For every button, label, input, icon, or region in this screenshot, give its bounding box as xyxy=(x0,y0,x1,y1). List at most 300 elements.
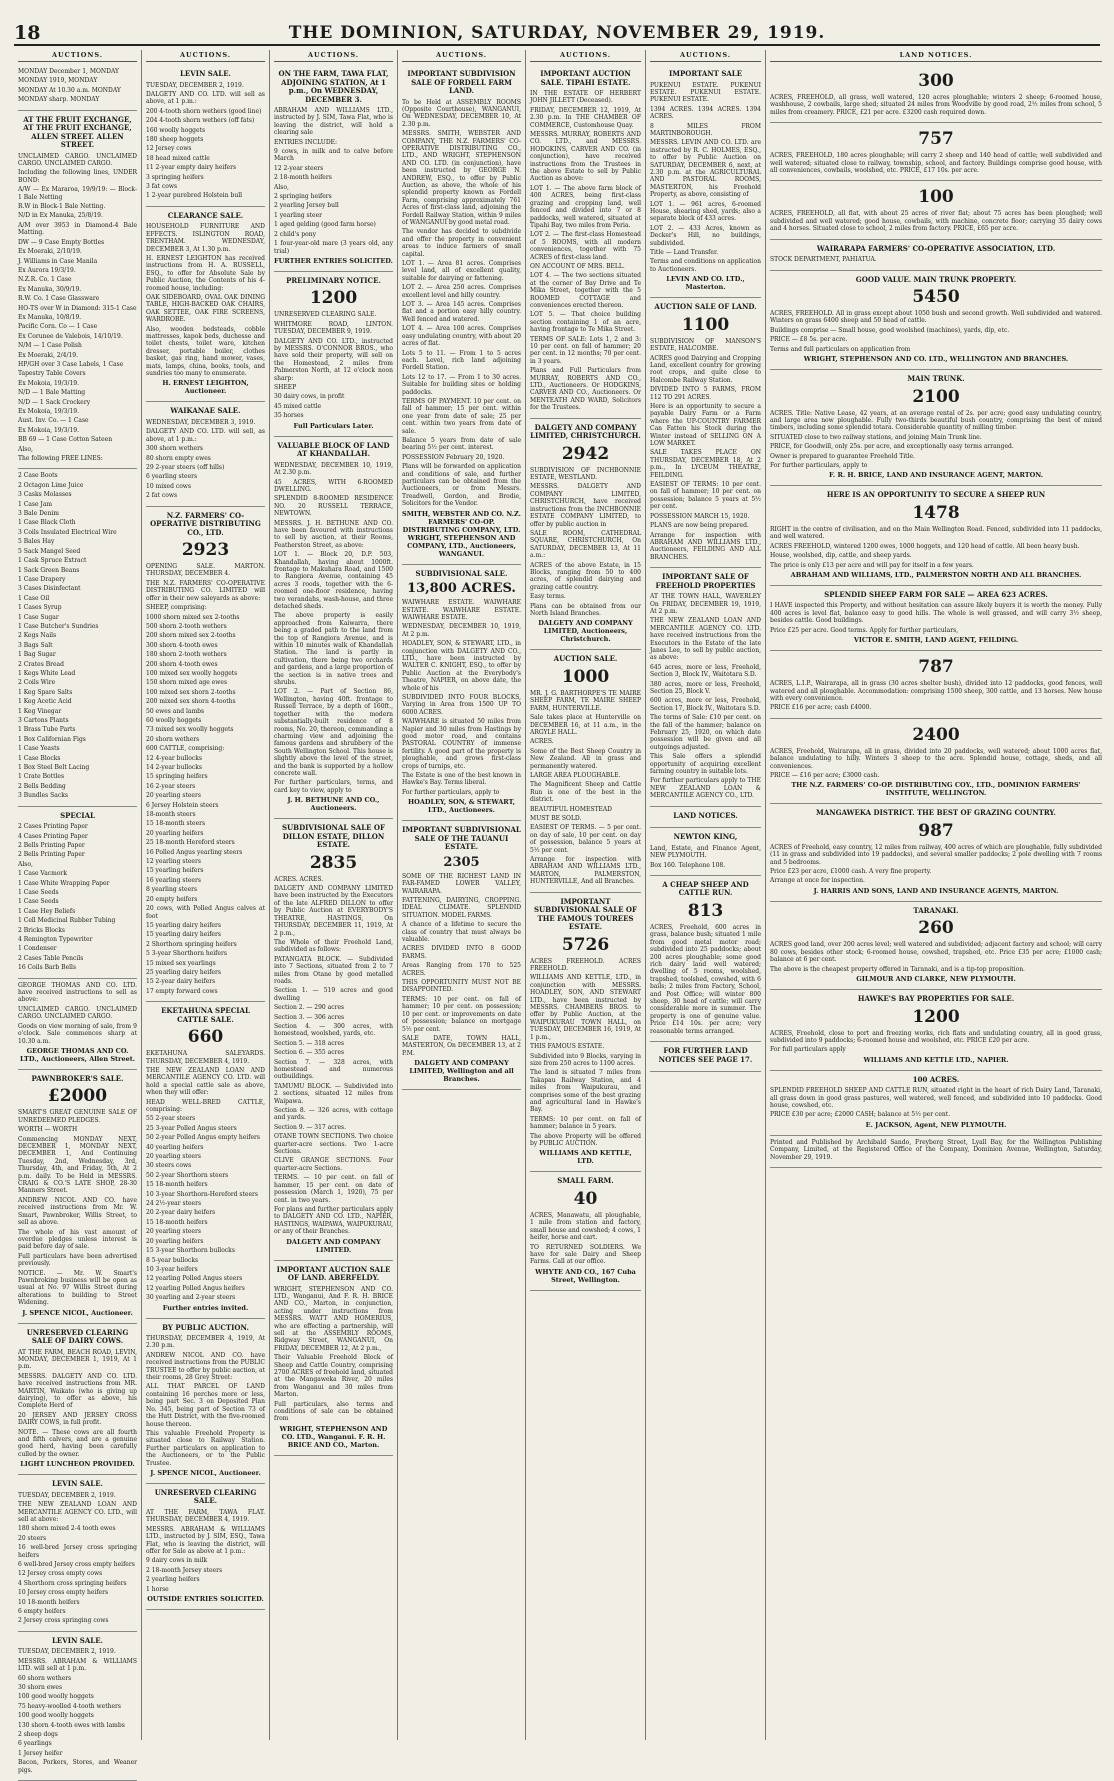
ad-display-number: 2942 xyxy=(561,443,610,464)
ad-text: 1 Bag Sugar xyxy=(18,651,56,659)
ad-text: Balance 5 years from date of sale bearing 5½ per cent. interest. xyxy=(402,436,521,452)
ad-signature: J. H. BETHUNE AND CO., Auctioneers. xyxy=(287,796,380,813)
ad-text: AT THE FARM, BEACH ROAD, LEVIN, MONDAY, DECEMBER 1, 1919, At 1 p.m. xyxy=(18,1348,137,1371)
ad-text: 15 18-month steers xyxy=(146,820,206,828)
ad-text: 1 Condenser xyxy=(18,945,57,953)
ad-text: LOT 2. — The first-class Homestead of 5 ROOMS, with all modern conveniences, together with 75 ACRES of first-class land. xyxy=(530,231,641,261)
ad-text: 30 yearling and 2-year steers xyxy=(146,1294,236,1302)
ad-text: 1 Cask Spruce Extract xyxy=(18,557,87,565)
ad-text: For further particulars apply to THE NEW ZEALAND LOAN & MERCANTILE AGENCY CO., LTD. xyxy=(650,777,761,800)
ad-title: SUBDIVISIONAL SALE OF DILLON ESTATE, DILLON ESTATE. xyxy=(282,823,385,850)
ad-text: 60 woolly hoggets xyxy=(146,716,202,724)
advertisement xyxy=(18,1324,137,1476)
ad-text: ACRES, Freehold, Wairarapa, all in grass, divided into 20 paddocks, well watered; about 1000 acres flat, balance undulating to hilly. Winters 3 sheep to the acre. Splendid house, cottage, sheds, and all conveniences. xyxy=(770,747,1102,770)
advertisement xyxy=(770,123,1102,181)
ad-text: 8 5-year bullocks xyxy=(146,1256,199,1264)
ad-text: EASIEST OF TERMS: 10 per cent. on fall of hammer; 10 per cent. on possession; balance 5 years at 5½ per cent. xyxy=(650,481,761,511)
advertisement xyxy=(770,1136,1102,1168)
ad-display-number: 5450 xyxy=(912,287,960,308)
ad-text: 25 18-month Hereford steers xyxy=(146,839,235,847)
ad-text: 150 shorn mixed age ewes xyxy=(146,679,228,687)
ad-signature: WILLIAMS AND KETTLE LTD., NAPIER. xyxy=(863,1055,1009,1064)
ad-text: ACRES FREEHOLD, wintered 1200 ewes, 1000 hoggets, and 120 head of cattle. All been heavy bush. xyxy=(770,542,1080,550)
ad-text: 2 Shorthorn springing heifers xyxy=(146,940,237,948)
ad-title: CLEARANCE SALE. xyxy=(167,210,244,220)
ad-text: 10 mixed cows xyxy=(146,482,192,490)
ad-text: 5 Sack Mangel Seed xyxy=(18,547,81,555)
ad-text: 645 acres, more or less, Freehold, Section 3, Block IV., Waitotara S.D. xyxy=(650,663,761,679)
ad-text: 15 18-month heifers xyxy=(146,1181,208,1189)
ad-text: MESSRS. J. H. BETHUNE AND CO. have been favoured with instructions to sell by auction, at their Rooms, Featherston Street, as above: xyxy=(274,519,393,549)
ad-text: 1 four-year-old mare (3 years old, any trial) xyxy=(274,240,393,255)
ad-text: 20 cows, with Polled Angus calves at foot xyxy=(146,905,265,920)
ad-text: 2 yearling Jersey bull xyxy=(274,202,339,210)
advertisement xyxy=(146,402,265,506)
ad-text: Also, xyxy=(18,445,33,453)
ad-text: ACRES, FREEHOLD, 180 acres ploughable; will carry 2 sheep and 140 head of cattle; well subdivided and well watered; situated close to railway, township, school, and factory. Buildings comprise good house, with all conveniences, cowbails, woolshed, etc. PRICE, £17 10s. per acre. xyxy=(770,152,1102,175)
ad-text: Buildings comprise — Small house, good woolshed (machines), yards, dip, etc. xyxy=(770,326,1010,334)
ad-text: 2 Bricks Blocks xyxy=(18,926,65,934)
ad-text: 200 4-tooth shorn wethers (good line) xyxy=(146,107,262,115)
ad-text: 16 Polled Angus yearling steers xyxy=(146,848,243,856)
ad-text: LOT 4. — The two sections situated at the corner of Bay Drive and Te Mika Street, together with the 5 ROOMED COTTAGE and conveniences erected thereon. xyxy=(530,272,641,309)
ad-title: EKETAHUNA SPECIAL CATTLE SALE. xyxy=(161,1006,250,1024)
ad-text: 25 yearling dairy heifers xyxy=(146,968,221,976)
advertisement xyxy=(274,272,393,437)
ad-text: PUKENUI ESTATE. PUKENUI ESTATE. PUKENUI ESTATE. PUKENUI ESTATE. xyxy=(650,81,761,104)
ad-text: ACRES. Title: Native Lease, 42 years, at an average rental of 2s. per acre; good easy undulating country, and large area now ploughable. Fully two-thirds beautiful bush country, comprising the best of mixed timbers, including some splendid totara. Considerable quantity of milling timber. xyxy=(770,409,1102,432)
ad-text: 2 Bells Printing Paper xyxy=(18,851,85,859)
ad-text: MONDAY 1919, MONDAY xyxy=(18,77,98,85)
ad-text: SOME OF THE RICHEST LAND IN FAR-FAMED LOWER VALLEY, WAIRARAPA. xyxy=(402,872,521,895)
advertisement xyxy=(650,568,761,807)
ad-text: The vendor has decided to subdivide and offer the property in convenient areas to induce farmers of small capital. xyxy=(402,228,521,258)
ad-text: OAK SIDEBOARD, OVAL OAK DINING TABLE, HIGH-BACKED OAK CHAIRS, OAK SETTEE, OAK FIRE SCREENS, WARDROBE. xyxy=(146,293,265,324)
ad-text: POSSESSION MARCH 15, 1920. xyxy=(650,512,750,520)
ad-text: MESSRS. SMITH, WEBSTER AND COMPANY, THE N.Z. FARMERS' CO-OPERATIVE DISTRIBUTING CO., LTD., AND WRIGHT, STEPHENSON AND CO. LTD. (in conjunction), have been instructed by GEORGE N. ANDREW, ESQ., to offer by Public Auction, as above, the whole of his splendid property known as Fordell Farm, comprising approximately 761 Acres of first-class land, adjoining the Fordell Railway Station, within 9 miles of WANGANUI by good metal road. xyxy=(402,130,521,226)
ad-title: MAIN TRUNK. xyxy=(907,374,965,384)
ad-text: The above is the cheapest property offered in Taranaki, and is a tip-top proposition. xyxy=(770,965,1025,973)
ad-text: SUBDIVISION OF MANSON'S ESTATE, HALCOMBE. xyxy=(650,337,761,353)
ad-text: 55 2-year steers xyxy=(146,1115,196,1123)
columns-container xyxy=(14,50,1106,1774)
ad-text: Ex Mokoia, 19/3/19. xyxy=(18,426,80,434)
ad-text: ANDREW NICOL AND CO. have received instructions from the PUBLIC TRUSTEE to offer by public auction, at their rooms, 28 Grey Street: xyxy=(146,1351,265,1382)
ad-text: 2 Bells Printing Paper xyxy=(18,841,85,849)
ad-text: EKETAHUNA SALEYARDS. THURSDAY, DECEMBER 4, 1919. xyxy=(146,1050,265,1065)
ad-text: The following FREE LINES: xyxy=(18,455,103,463)
ad-text: 75 heavy-woolled 4-tooth wethers xyxy=(18,1702,121,1710)
ad-text: Pacific Corn. Co — 1 Case xyxy=(18,323,98,331)
ad-text: 12 2-year steers xyxy=(274,164,324,172)
ad-text: LOT 3. — Area 145 acres. Comprises flat and a portion easy hilly country. Well fenced and watered. xyxy=(402,301,521,323)
ad-text: Arrange at once for inspection. xyxy=(770,877,865,885)
ad-text: 15 2-year dairy heifers xyxy=(146,978,216,986)
ad-text: LOT 2. — Area 250 acres. Comprises excellent level and hilly country. xyxy=(402,284,521,299)
ad-text: LOT 1. — Area 81 acres. Comprises level land, all of excellent quality, suitable for dairying or fattening. xyxy=(402,260,521,282)
ad-title: ON THE FARM, TAWA FLAT, ADJOINING STATION, At 1 p.m., On WEDNESDAY, DECEMBER 3. xyxy=(278,69,389,104)
ad-text: TERMS. — 10 per cent. on fall of hammer, 15 per cent. on date of possession (March 1, 1920), 75 per cent. in two years. xyxy=(274,1174,393,1204)
ad-text: MONDAY sharp. MONDAY xyxy=(18,96,100,104)
page-number: 18 xyxy=(14,22,41,44)
advertisement xyxy=(530,893,641,1173)
ad-text: 180 shorn mixed 2-4 tooth ewes xyxy=(18,1525,116,1533)
ad-text: For plans and further particulars apply to DALGETY AND CO. LTD., NAPIER, HASTINGS, WAIPAWA, WAIPUKURAU, or any of their Branches. xyxy=(274,1205,393,1236)
ad-text: 20 yearling heifers xyxy=(146,829,204,837)
ad-text: Box 160. Telephone 108. xyxy=(650,861,726,869)
ad-text: ACRES, L.I.P., Wairarapa, all in grass (30 acres shelter bush), divided into 12 paddocks, good fences, well watered and all ploughable. Accommodation: comprising 1500 sheep, 300 cattle, and 13 horses. New house with every convenience. xyxy=(770,680,1102,702)
ad-title: IMPORTANT AUCTION SALE OF LAND. ABERFELDY. xyxy=(276,1264,391,1283)
ad-text: OPENING SALE. MARTON. THURSDAY, DECEMBER 4. xyxy=(146,563,265,578)
ad-text: LOT 5. — That choice building section containing 1 of an acre, having frontage to Te Mika Street. xyxy=(530,311,641,334)
ad-text: WAIWHARE ESTATE. WAIWHARE ESTATE. WAIWHARE ESTATE. WAIWHARE ESTATE. xyxy=(402,599,521,621)
ad-display-number: 300 xyxy=(918,71,954,91)
ad-title: WAIRARAPA FARMERS' CO-OPERATIVE ASSOCIATION, LTD. xyxy=(816,243,1056,253)
ad-text: 600 CATTLE, comprising: xyxy=(146,745,225,753)
ad-text: PRICE — £8 5s. per acre. xyxy=(770,336,848,344)
ad-text: Here is an opportunity to secure a payable Dairy Farm or a Farm where the UP-COUNTRY FARMER Can Fatten his Stock during the Winter instead of SELLING ON A LOW MARKET. xyxy=(650,403,761,448)
ad-text: Section 8. — 326 acres, with cottage and yards. xyxy=(274,1107,393,1122)
ad-text: SALE ROOM, CATHEDRAL SQUARE, CHRISTCHURCH, On SATURDAY, DECEMBER 13, At 11 a.m.: xyxy=(530,529,641,560)
ad-text: 1 2-year purebred Holstein bull xyxy=(146,192,243,200)
advertisement xyxy=(650,828,761,876)
ad-text: AT THE FARM, TAWA FLAT. THURSDAY, DECEMBER 4, 1919. xyxy=(146,1508,265,1524)
ad-text: 1 Case Vacmork xyxy=(18,870,67,878)
ad-text: The Whole of their Freehold Land, subdivided as follows: xyxy=(274,938,393,954)
ad-text: SHEEP, comprising: xyxy=(146,604,207,612)
ad-text: 2 sheep dogs xyxy=(18,1731,58,1738)
ad-text: 5 3-year Shorthorn heifers xyxy=(146,950,227,958)
ad-text: 8 yearling steers xyxy=(146,886,198,894)
ad-title: LEVIN SALE. xyxy=(180,69,231,78)
ad-text: 1 Case Seeds xyxy=(18,889,59,896)
ad-text: The above property is easily approached from Kaiwarra, there being a graded path to the land from the top of Rangiora Avenue, and is within 10 minutes walk of Khandallah Station. The land is partly in cultivation, there being two orchards and gardens, and a large proportion of the section is in native trees and shrubs. xyxy=(274,612,393,687)
ad-text: STOCK DEPARTMENT, PAHIATUA. xyxy=(770,256,877,264)
ad-text: ACRES good land, over 200 acres level; well watered and subdivided; adjacent factory and school; will carry 80 cows, besides other stock; 6-roomed house, cowshed, trapshed, etc. Price £35 per acre; £1000 cash; balance at 6 per cent. xyxy=(770,941,1102,964)
ad-text: Including the following lines, UNDER BOND: xyxy=(18,169,137,184)
ad-text: 1 Case Hey Beliefs xyxy=(18,907,76,915)
ad-title: VALUABLE BLOCK OF LAND AT KHANDALLAH. xyxy=(277,440,390,459)
ad-text: 50 ewes and lambs xyxy=(146,707,205,715)
ad-display-number: 2100 xyxy=(912,386,960,407)
ad-text: 10 3-year Shorthorn-Hereford steers xyxy=(146,1190,258,1198)
ad-signature: LIGHT LUNCHEON PROVIDED. xyxy=(20,1460,135,1469)
ad-text: Bacon, Porkers, Stores, and Weaner pigs. xyxy=(18,1759,137,1774)
ad-text: 1 Cases Syrup xyxy=(18,604,62,612)
ad-display-number: 5726 xyxy=(561,934,610,955)
advertisement xyxy=(146,207,265,403)
ad-title: BY PUBLIC AUCTION. xyxy=(162,1322,249,1332)
ad-text: SUBDIVIDED INTO FOUR BLOCKS, Varying in Area from 1500 UP TO 6000 ACRES. xyxy=(402,694,521,716)
ad-text: 30 shorn ewes xyxy=(18,1683,63,1691)
ad-text: 1 Case Jam xyxy=(18,500,53,508)
ad-text: 20 JERSEY AND JERSEY CROSS DAIRY COWS, in full profit. xyxy=(18,1411,137,1427)
ad-display-number: 987 xyxy=(918,820,954,841)
ad-text: 1 Box Californian Figs xyxy=(18,735,86,743)
ad-text: SALE DATE, TOWN HALL, MASTERTON, On DECEMBER 13, at 2 P.M. xyxy=(402,1034,521,1057)
advertisement xyxy=(770,370,1102,486)
ad-text: MONDAY December 1, MONDAY xyxy=(18,68,120,75)
ad-text: 16 2-year steers xyxy=(146,782,196,790)
ad-title: DALGETY AND COMPANY LIMITED, CHRISTCHURCH. xyxy=(530,422,641,441)
ad-text: Ex Aurora 19/3/19. xyxy=(18,266,76,274)
ad-text: 1 horse xyxy=(146,1585,169,1593)
ad-text: Ex Manuka, 30/9/19. xyxy=(18,285,82,293)
ad-title: SPLENDID SHEEP FARM FOR SALE — AREA 623 ACRES. xyxy=(824,589,1048,599)
ad-signature: FURTHER ENTRIES SOLICITED. xyxy=(274,256,393,265)
ad-text: 10 18-month heifers xyxy=(18,1598,80,1606)
ad-text: 180 shorn 2-tooth wethers xyxy=(146,651,227,659)
ad-text: HP/GH over 3 Case Labels, 1 Case xyxy=(18,360,124,368)
ad-text: 4 Cases Printing Paper xyxy=(18,832,88,840)
ad-text: 15 mixed sex yearlings xyxy=(146,959,216,967)
ad-text: 30 dairy cows, in profit xyxy=(274,393,345,401)
ad-text: 2 Case Boots xyxy=(18,472,58,480)
ad-text: 20 2-year dairy heifers xyxy=(146,1209,216,1217)
ad-text: ACRES of Freehold, easy country, 12 miles from railway, 400 acres of which are ploughable, fully subdivided (11 in grass and subdivided into 19 paddocks), and several smaller paddocks; 2 pole dwelling with 7 rooms and 5 bedrooms. xyxy=(770,843,1102,866)
ad-text: DALGETY AND CO. LTD., instructed by MESSRS. O'CONNOR BROS., who have sold their property, will sell on the Homestead, 2 miles from Palmerston North, at 12 o'clock noon sharp: xyxy=(274,337,393,382)
ad-text: 200 mixed sex shorn 4-tooths xyxy=(146,698,236,706)
ad-title: PRELIMINARY NOTICE. xyxy=(286,275,381,285)
ad-title: IMPORTANT SUBDIVISIONAL SALE OF THE TAUANUI ESTATE. xyxy=(402,825,521,852)
ad-text: SHEEP xyxy=(274,384,297,392)
ad-signature: Full Particulars Later. xyxy=(293,421,374,430)
ad-text: 17 empty forward cows xyxy=(146,987,218,995)
advertisement xyxy=(402,821,521,1090)
ad-text: 1 Case Sugar xyxy=(18,613,59,621)
ad-text: A chance of a lifetime to secure the class of country that must always be valuable. xyxy=(402,921,521,944)
ad-signature: OUTSIDE ENTRIES SOLICITED. xyxy=(147,1595,264,1603)
ad-display-figure: 13,800 ACRES. xyxy=(407,581,516,597)
ad-text: FRIDAY, DECEMBER 12, 1919, At 2.30 p.m. In THE CHAMBER OF COMMERCE, Customhouse Quay. xyxy=(530,106,641,129)
ad-text: The Magnificent Sheep and Cattle Run is one of the best in the district. xyxy=(530,781,641,804)
ad-text: MESSRS. DALGETY AND CO. LTD. have received instructions from MR. MARTIN, Waikato (who is giving up dairying), to offer as above, his Complete Herd of xyxy=(18,1372,137,1410)
ad-text: NOTE. — These cows are all fourth and fifth calvers, and are a genuine good herd, having been carefully culled by the owner. xyxy=(18,1428,137,1458)
ad-text: BEAUTIFUL HOMESTEAD xyxy=(530,805,612,813)
ad-text: 2 Cases Table Pencils xyxy=(18,954,84,962)
ad-text: 24 2½-year steers xyxy=(146,1200,202,1208)
ad-text: 2 Bells Bedding xyxy=(18,782,66,790)
ad-display-figure: 2305 xyxy=(443,854,480,870)
advertisement xyxy=(146,1484,265,1610)
ad-signature: F. R. H. BRICE, LAND AND INSURANCE AGENT, MARTON. xyxy=(828,471,1044,480)
ad-text: 15 3-year Shorthorn bullocks xyxy=(146,1247,235,1255)
ad-signature: DALGETY AND COMPANY LIMITED. xyxy=(286,1237,381,1254)
ad-text: 50 2-year Polled Angus empty heifers xyxy=(146,1134,260,1142)
ad-signature: DALGETY AND COMPANY LIMITED, Auctioneers, Christchurch. xyxy=(538,619,633,644)
ad-text: 100 good woolly hoggets xyxy=(18,1693,94,1701)
ad-signature: VICTOR E. SMITH, LAND AGENT, FEILDING. xyxy=(853,636,1019,645)
ad-text: N/D — 1 Bale Matting xyxy=(18,389,86,397)
ad-text: WEDNESDAY, DECEMBER 3, 1919. xyxy=(146,418,256,426)
ad-text: Lots 12 to 17. — From 1 to 30 acres. Suitable for building sites or holding paddocks. xyxy=(402,373,521,396)
ad-text: MESSRS. LEVIN AND CO. LTD. are instructed by R. C. HOLMES, ESQ., to offer by Public Auction on SATURDAY, DECEMBER 6, next, at 2.30 p.m. at the AGRICULTURAL AND PASTORAL ROOMS, MASTERTON, his Freehold Property, as above, consisting of xyxy=(650,139,761,199)
ad-text: 20 steers xyxy=(18,1534,47,1542)
ad-text: Plans can be obtained from our North Island Branches. xyxy=(530,602,641,617)
ad-display-number: £2000 xyxy=(47,1086,108,1107)
ad-signature: Further entries invited. xyxy=(162,1303,249,1312)
ad-text: Easy terms. xyxy=(530,593,566,601)
ad-text: 2 Kegs Nails xyxy=(18,632,57,640)
ad-text: House, woolshed, dip, cattle, and sheep yards. xyxy=(770,552,912,560)
ad-text: 8 MILES FROM MARTINBOROUGH. xyxy=(650,122,761,137)
ad-text: 20 yearling steers xyxy=(146,792,201,800)
ad-text: WRIGHT, STEPHENSON AND CO. LTD., Wanganui, And F. R. H. BRICE AND CO., Marton, in conjunction, acting under instructions from MESSRS. WATT AND HOMERIUS, who are effecting a partnership, will sell at the ASSEMBLY ROOMS, Ridgway Street, WANGANUI, On FRIDAY, DECEMBER 12, At 2 p.m., xyxy=(274,1285,393,1352)
ad-title: HAWKE'S BAY PROPERTIES FOR SALE. xyxy=(857,994,1015,1003)
ad-text: RIGHT in the centre of civilisation, and on the Main Wellington Road. Fenced, subdivided into 11 paddocks, and well watered. xyxy=(770,525,1102,541)
advertisement xyxy=(770,271,1102,371)
ad-text: ACRES, FREEHOLD, all flat, with about 25 acres of river flat; about 75 acres has been ploughed; well subdivided and well watered; good house, cowbails, with machine, concrete floor; carrying 35 dairy cows and 4 horses. Situated close to school, 2 miles from factory. PRICE, £65 per acre. xyxy=(770,210,1102,233)
ad-signature: HOADLEY, SON, & STEWART, LTD., Auctioneers. xyxy=(408,798,515,815)
ad-title: NEWTON KING, xyxy=(673,832,738,842)
ad-text: SUBDIVISION OF INCHBONNIE ESTATE, WESTLAND. xyxy=(530,466,641,482)
ad-display-number: 1100 xyxy=(681,314,730,335)
advertisement xyxy=(770,1071,1102,1136)
ad-text: LOT 1. — The above farm block of 400 ACRES, being first-class grazing and cropping land, well fenced and divided into 7 or 8 paddocks, well watered, situated at Tipahi Bay, two miles from Peria. xyxy=(530,184,641,229)
ad-title: N.Z. FARMERS' CO-OPERATIVE DISTRIBUTING CO., LTD. xyxy=(150,510,261,537)
ad-text: POSSESSION February 20, 1920. xyxy=(402,453,505,461)
ad-text: Section 7. — 328 acres, with homestead and numerous outbuildings. xyxy=(274,1058,393,1081)
ad-text: 2 Cases Printing Paper xyxy=(18,823,88,831)
advertisement xyxy=(18,1632,137,1781)
ad-text: 2 springing heifers xyxy=(274,193,332,201)
ad-text: 2 yearling heifers xyxy=(146,1576,200,1584)
ad-text: J. Williams in Case Manila xyxy=(18,257,98,265)
ad-display-number: 2835 xyxy=(309,852,358,873)
ad-text: N/D — 1 Sack Crockery xyxy=(18,398,91,406)
ad-display-number: 1200 xyxy=(309,288,358,309)
ad-text: IN THE ESTATE OF HERBERT JOHN JILLETT (Deceased). xyxy=(530,90,641,105)
ad-text: 100 good woolly hoggets xyxy=(18,1712,94,1720)
ad-text: LARGE AREA PLOUGHABLE. xyxy=(530,771,621,779)
ad-text: 16 yearling steers xyxy=(146,876,201,884)
ad-text: 1 Case Drapery xyxy=(18,575,66,583)
ad-text: 1 aged gelding (good farm horse) xyxy=(274,221,376,229)
ad-signature: E. JACKSON, Agent, NEW PLYMOUTH. xyxy=(865,1120,1007,1129)
ad-text: SITUATED close to two railway stations, and joining Main Trunk line. xyxy=(770,433,982,441)
ad-text: Also, wooden bedsteads, cobble mattresses, kapok beds, duchesse and toilet chests, toilet ware, kitchen dresser, portable boiler, clothes basket, gas ring, hand mower, vases, mats, lamps, china, books, tools, and sundries too many to enumerate. xyxy=(146,325,265,377)
ad-text: WHITMORE ROAD, LINTON. TUESDAY, DECEMBER 9, 1919. xyxy=(274,320,393,336)
ad-text: Sale takes place at Hunterville on DECEMBER 16, at 11 a.m., in the ARGYLE HALL. xyxy=(530,714,641,736)
advertisement xyxy=(650,298,761,568)
ad-text: 1 Box Steel Belt Lacing xyxy=(18,764,90,772)
ad-text: 73 mixed sex woolly hoggets xyxy=(146,726,234,734)
ad-text: HEAD WELL-BRED CATTLE, comprising: xyxy=(146,1098,265,1113)
ad-title: GOOD VALUE. MAIN TRUNK PROPERTY. xyxy=(855,274,1017,284)
ad-title: FOR FURTHER LAND NOTICES SEE PAGE 17. xyxy=(658,1046,753,1064)
ad-text: 1000 shorn mixed sex 2-tooths xyxy=(146,613,240,621)
advertisement xyxy=(402,565,521,822)
ad-text: GEORGE THOMAS AND CO. LTD. have received instructions to sell as above: xyxy=(18,981,137,1004)
advertisement xyxy=(274,437,393,819)
ad-text: 18-month steers xyxy=(146,811,196,819)
advertisement xyxy=(18,65,137,111)
advertisement xyxy=(770,990,1102,1071)
ad-text: THIS FAMOUS ESTATE. xyxy=(530,1043,605,1051)
ad-text: PRICE £16 per acre; cash £4000. xyxy=(770,704,872,712)
ad-text: 600 acres, more or less, Freehold, Section 17, Block IV., Waitotara S.D. xyxy=(650,697,761,712)
ad-text: 14 2-year bullocks xyxy=(146,764,202,771)
ad-text: TUESDAY, DECEMBER 2, 1919. xyxy=(18,1491,116,1499)
ad-title: HERE IS AN OPPORTUNITY TO SECURE A SHEEP RUN xyxy=(826,490,1046,500)
ad-text: 20 empty heifers xyxy=(146,895,198,903)
advertisement xyxy=(650,876,761,1042)
ad-text: 3 Casks Molasses xyxy=(18,491,72,499)
ad-text: ACRES, Freehold, 600 acres in grass, balance bush; situated 1 mile from good metal motor road; subdivided into 25 paddocks; about 200 acres ploughable; some good rich dairy land well watered; dwelling of 5 rooms, woolshed, trapshed, toolshed, cowshed, with 6 bails; 2 miles from Factory, School, and Post Office; will winter 800 sheep, 30 head of cattle; will carry considerable more in summer. The property is one of genuine value. Price £14 10s. per acre; very reasonable terms arranged. xyxy=(650,923,761,1035)
ad-text: 10 3-year heifers xyxy=(146,1265,198,1273)
advertisement xyxy=(770,651,1102,719)
ad-text: 29 2-year steers (off hills) xyxy=(146,463,225,471)
ad-text: 200 shorn 4-tooth ewes xyxy=(146,660,218,668)
ad-text: Aust. Inv. Co. — 1 Case xyxy=(18,417,89,425)
ad-signature: J. SPENCE NICOL, Auctioneer. xyxy=(150,1468,261,1477)
ad-text: TUESDAY, DECEMBER 2, 1919. xyxy=(146,81,244,89)
ad-text: 1 Case Butcher's Sundries xyxy=(18,622,99,630)
ad-text: ACRES FREEHOLD. ACRES FREEHOLD. xyxy=(530,957,641,973)
ad-text: MESSRS. ABRAHAM & WILLIAMS LTD., instructed by J. SIM, ESQ., Tawa Flat, who is leaving the district, will offer for Sale as above at 1 p.m.: xyxy=(146,1525,265,1555)
ad-text: PRICE £30 per acre; £2000 CASH; balance at 5½ per cent. xyxy=(770,1111,951,1119)
ad-title: SPECIAL xyxy=(60,810,95,820)
ad-text: 204 4-tooth shorn wethers (off fats) xyxy=(146,117,255,125)
ad-text: SMART'S GREAT GENUINE SALE OF UNREDEEMED PLEDGES. xyxy=(18,1109,137,1124)
ad-text: THURSDAY, DECEMBER 4, 1919, At 2.30 p.m. xyxy=(146,1335,265,1350)
ad-text: AT THE TOWN HALL, WAVERLEY On FRIDAY, DECEMBER 19, 1919, At 2 p.m. xyxy=(650,593,761,615)
ad-text: TERMS: 10 per cent. on fall of hammer; balance in 5 years. xyxy=(530,1115,641,1131)
ad-text: Ex Mokoia, 19/3/19. xyxy=(18,408,80,415)
ad-text: 1 Keg Acetic Acid xyxy=(18,698,72,706)
ad-signature: THE N.Z. FARMERS' CO-OP. DISTRIBUTING COY., LTD., DOMINION FARMERS' INSTITUTE, WELLINGTON. xyxy=(791,781,1081,798)
ad-text: This valuable Freehold Property is situated close to Railway Station. Further particulars on application to the Auctioneers, or to the Public Trustee. xyxy=(146,1429,265,1467)
advertisement xyxy=(274,1261,393,1456)
column-6 xyxy=(646,50,766,1740)
ad-text: THE NEW ZEALAND LOAN AND MERCANTILE AGENCY CO. LTD. will hold a special cattle sale as above, when they will offer: xyxy=(146,1066,265,1097)
ad-text: 6 yearlings xyxy=(18,1740,52,1748)
advertisement xyxy=(18,469,137,806)
column-7 xyxy=(766,50,1106,1740)
ad-text: ACRES DIVIDED INTO 8 GOOD FARMS. xyxy=(402,945,521,960)
ad-text: ON ACCOUNT OF MRS. BELL. xyxy=(530,262,625,270)
ad-text: 300 shorn wethers xyxy=(146,445,204,453)
ad-text: The price is only £13 per acre and will pay for itself in a few years. xyxy=(770,561,974,569)
ad-text: 1 Case Black Cloth xyxy=(18,519,76,527)
ad-text: Full particulars have been advertised previously. xyxy=(18,1252,137,1268)
ad-text: HOADLEY, SON, & STEWART, LTD., in conjunction with DALGETY AND CO., LTD., have been instructed by WALTER C. KNIGHT, ESQ., to offer by Public Auction at the Everybody's Theatre, NAPIER, on above date, the whole of his xyxy=(402,640,521,692)
ad-text: 3 Cartons Plants xyxy=(18,717,69,724)
ad-text: To be Held at ASSEMBLY ROOMS (Opposite Courthouse), WANGANUI, On WEDNESDAY, DECEMBER 10, At 2.30 p.m. xyxy=(402,98,521,128)
ad-text: 380 acres, more or less, Freehold, Section 25, Block V. xyxy=(650,680,761,695)
ad-text: Section 5. — 318 acres xyxy=(274,1039,345,1047)
ad-text: 30 steers cows xyxy=(146,1162,192,1170)
ad-text: 1 Case White Wrapping Paper xyxy=(18,879,110,887)
ad-text: MESSRS. DALGETY AND COMPANY LIMITED, CHRISTCHURCH, have received instructions from the INCHBONNIE ESTATE COMPANY LIMITED, to offer by public auction in xyxy=(530,483,641,528)
ad-text: 20 yearling steers xyxy=(146,1153,201,1161)
ad-text: Ex Mokoia, 19/3/19. xyxy=(18,379,80,387)
ad-text: Section 9. — 317 acres. xyxy=(274,1123,346,1131)
ad-text: This Sale offers a splendid opportunity of acquiring excellent farming country in suitable lots. xyxy=(650,753,761,776)
ad-text: THE N.Z. FARMERS' CO-OPERATIVE DISTRIBUTING CO. LIMITED will offer in their new saleyards as above: xyxy=(146,579,265,602)
ad-text: 1 Case Yeasts xyxy=(18,745,60,753)
ad-text: ACRES, FREEHOLD, all grass, well watered, 120 acres ploughable; winters 2 sheep; 6-roomed house, washhouse, 2 cowbails, large shed; situated 24 miles from Woodville by good road, 2½ miles from school, 5 miles from creamery. PRICE, £21 per acre. £3200 cash required down. xyxy=(770,94,1102,116)
ad-text: 3 Bags Salt xyxy=(18,641,53,649)
ad-signature: H. ERNEST LEIGHTON, Auctioneer. xyxy=(162,379,249,396)
ad-title: TARANAKI. xyxy=(913,905,959,915)
ad-display-number: 1200 xyxy=(912,1006,960,1027)
ad-text: 6 Jersey Holstein steers xyxy=(146,801,219,809)
ad-text: 35 horses xyxy=(274,412,304,420)
ad-text: LOT 2. — Part of Section 86, Wellington, having 40ft. frontage to Russell Terrace, by a depth of 160ft., together with the modern substantially-built residence of 8 rooms, No. 20, thereon, commanding a charming view and adjoining the famous gardens and shrubbery of the South Wellington School. This house is slightly above the level of the street, and the bank is supported by a hollow concrete wall. xyxy=(274,688,393,777)
ad-text: 2 Crates Bread xyxy=(18,660,64,668)
ad-text: ACRES, Manawatu, all ploughable, 1 mile from station and factory, small house and cowshed; 4 cows, 1 heifer, horse and cart. xyxy=(530,1211,641,1242)
